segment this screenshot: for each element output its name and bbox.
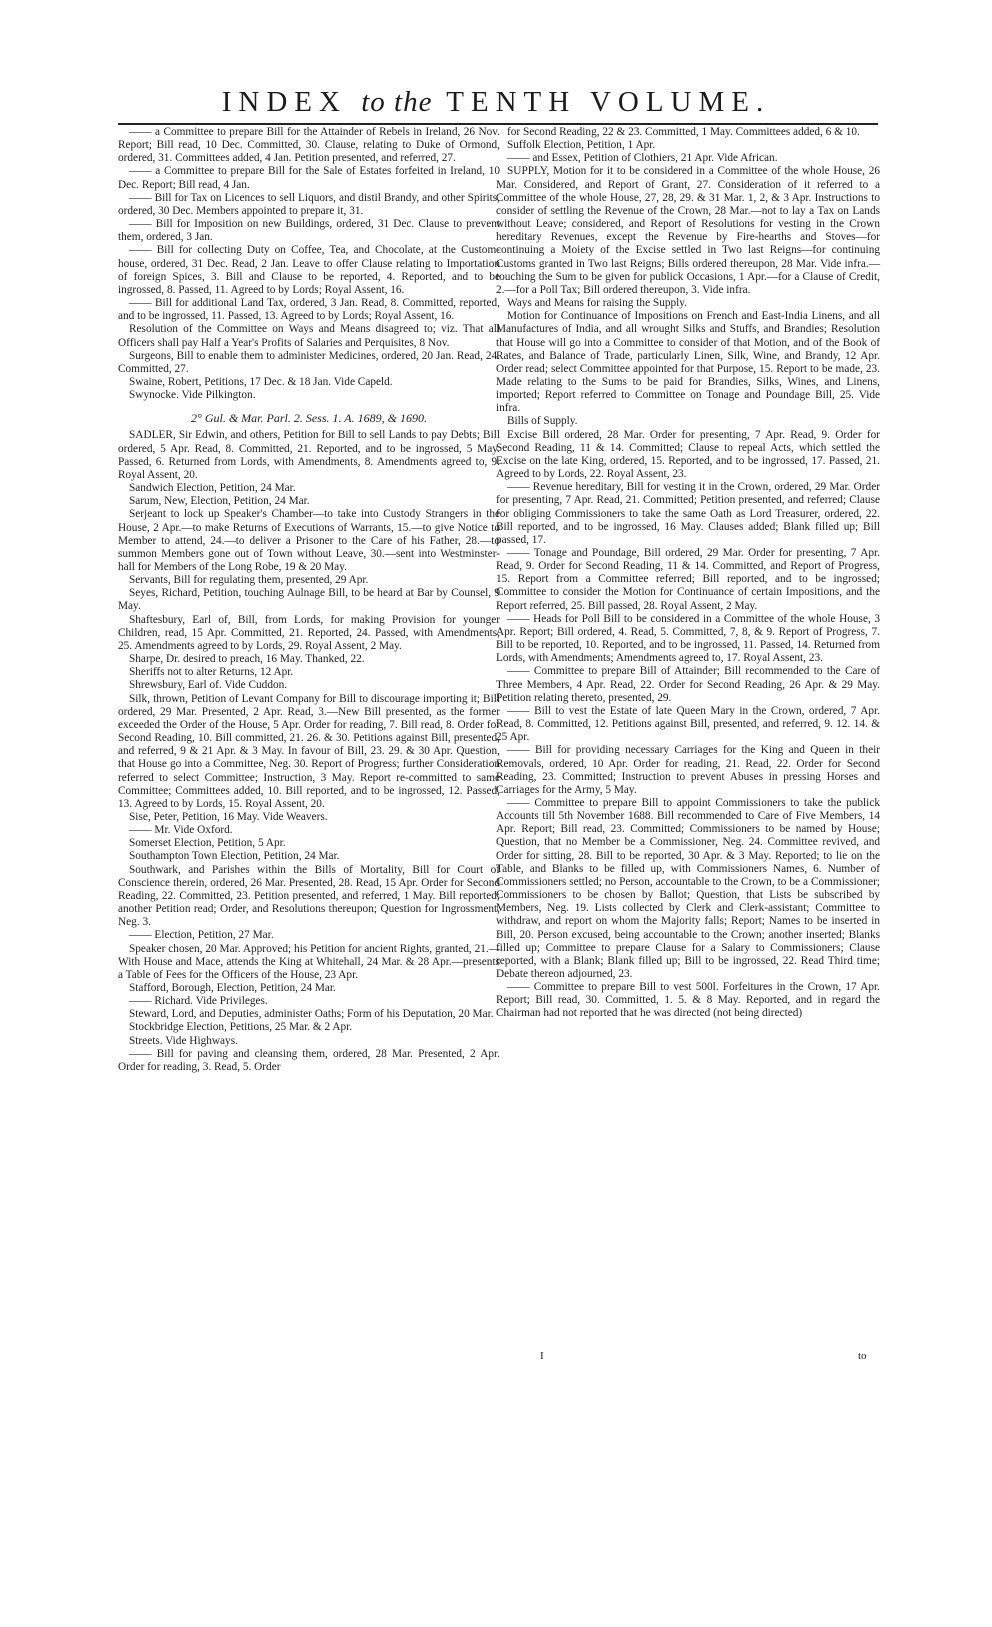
index-entry: Streets. Vide Highways. (129, 1034, 238, 1047)
title-index: INDEX (221, 86, 347, 118)
index-entry: Seyes, Richard, Petition, touching Aulnage Bill, to be heard at Bar by Counsel, 9 May. (118, 587, 500, 613)
index-entry: —— Bill for Tax on Licences to sell Liquors, and distil Brandy, and other Spirits, ordered, 30 Dec. Members appointed to prepare it, 31. (118, 191, 500, 217)
index-entry: Excise Bill ordered, 28 Mar. Order for presenting, 7 Apr. Read, 9. Order for Second Reading, 11 & 14. Committed; Clause to repeal Acts, which settled the Excise on the late King, ordered, 15. Reported, and to be ingrossed, 17. Passed, 21. Agreed to by Lords, 22. Royal Assent, 23. (496, 428, 880, 481)
index-entry: —— Tonage and Poundage, Bill ordered, 29 Mar. Order for presenting, 7 Apr. Read, 9. Order for Second Reading, 11 & 14. Committed, and Report of Progress, 15. Report from a Committee referred; Bill reported, and to be ingrossed; Committee to consider the Motion for Continuance of certain Impositions, and the Report referred, 25. Bill passed, 28. Royal Assent, 2 May. (496, 547, 880, 612)
index-entry: Ways and Means for raising the Supply. (507, 297, 688, 310)
index-entry: —— Mr. Vide Oxford. (129, 824, 233, 837)
index-entry: —— Committee to prepare Bill to appoint Commissioners to take the publick Accounts till 5th November 1688. Bill recommended to Care of Five Members, 14 Apr. Report; Bill read, 23. Committed; Commissioners to be named by House; Question, that no Member be a Commissioner, Neg. 24. Committee revived, and Order for sitting, 28. Bill to be reported, 30 Apr. & 3 May. Reported; to lie on the Table, and Blanks to be filled up, with Commissioners Names, 6. Number of Commissioners settled; no Person, accountable to the Crown, to be a Commissioner; Commissioners to be chosen by Ballot; Question, that Lists be subscribed by Members, Neg. 19. Lists collected by Clerk and Clerk-assistant; Committee to withdraw, and report on whom the Majority falls; Report; Names to be inserted in Bill, 20. Person excused, being accountable to the Crown; another inserted; Blanks filled up; Committee to prepare Clause for a Salary to Commissioners; Clause reported, with a Blank; Blank filled up; Bill to be ingrossed, 22. Read Third time; Debate thereon adjourned, 23. (496, 796, 880, 980)
index-entry: Swaine, Robert, Petitions, 17 Dec. & 18 Jan. Vide Capeld. (129, 375, 393, 388)
title-rule (118, 123, 878, 125)
index-entry: Bills of Supply. (507, 415, 578, 428)
index-entry: Stockbridge Election, Petitions, 25 Mar. & 2 Apr. (129, 1021, 353, 1034)
index-entry: —— a Committee to prepare Bill for the Sale of Estates forfeited in Ireland, 10 Dec. Report; Bill read, 4 Jan. (118, 165, 500, 191)
index-entry: —— Bill for paving and cleansing them, ordered, 28 Mar. Presented, 2 Apr. Order for reading, 3. Read, 5. Order (118, 1047, 500, 1073)
index-entry: Sandwich Election, Petition, 24 Mar. (129, 482, 296, 495)
index-entry: Shrewsbury, Earl of. Vide Cuddon. (129, 679, 288, 692)
index-entry: Silk, thrown, Petition of Levant Company for Bill to discourage importing it; Bill ordered, 29 Mar. Presented, 2 Apr. Read, 3.—New Bill presented, as the former exceeded the Order of the House, 5 Apr. Order for reading, 7. Bill read, 8. Order for Second Reading, 10. Bill committed, 21. 26. & 30. Petitions against Bill, presented, and referred, 9 & 21 Apr. & 3 May. In favour of Bill, 23. 29. & 30 Apr. Question, that House go into a Committee, Neg. 30. Report of Progress; further Consideration referred to select Committee; Instruction, 3 May. Report re-committed to same Committee; Committees added, 10. Bill reported, and to be ingrossed, 12. Passed, 13. Agreed to by Lords, 15. Royal Assent, 20. (118, 692, 500, 810)
index-entry: Stafford, Borough, Election, Petition, 24 Mar. (129, 982, 336, 994)
page-title (0, 86, 992, 119)
index-entry: —— Bill for collecting Duty on Coffee, Tea, and Chocolate, at the Custom-house, ordered, 31 Dec. Read, 2 Jan. Leave to offer Clause relating to Importation of foreign Spices, 3. Bill and Clause to be reported, 4. Reported, and to be ingrossed, 8. Passed, 11. Agreed to by Lords; Royal Assent, 16. (118, 244, 500, 296)
index-entry: —— Bill to vest the Estate of late Queen Mary in the Crown, ordered, 7 Apr. Read, 8. Committed, 12. Petitions against Bill, presented, and referred, 9. 12. 14. & 25 Apr. (496, 704, 880, 744)
index-entry: Serjeant to lock up Speaker's Chamber—to take into Custody Strangers in the House, 2 Apr.—to make Returns of Executions of Warrants, 15.—to give Notice to Member to attend, 24.—to deliver a Prisoner to the Care of his Father, 28.—to summon Members gone out of Town without Leave, 30.—sent into Westminster-hall for Members of the Long Robe, 19 & 20 May. (118, 508, 500, 573)
left-column (118, 126, 500, 1074)
index-entry: Speaker chosen, 20 Mar. Approved; his Petition for ancient Rights, granted, 21.—With House and Mace, attends the King at Whitehall, 24 Mar. & 28 Apr.—presents a Table of Fees for the Officers of the House, 23 Apr. (118, 942, 500, 981)
index-entry: Resolution of the Committee on Ways and Means disagreed to; viz. That all Officers shall pay Half a Year's Profits of Salaries and Perquisites, 8 Nov. (118, 323, 500, 349)
index-entry: —— Committee to prepare Bill to vest 500l. Forfeitures in the Crown, 17 Apr. Report; Bill read, 30. Committed, 1. 5. & 8 May. Reported, and in regard the Chairman had not reported that he was directed (not being directed) (496, 981, 880, 1020)
index-entry: —— Richard. Vide Privileges. (129, 995, 268, 1008)
index-entry: Surgeons, Bill to enable them to administer Medicines, ordered, 20 Jan. Read, 24. Committed, 27. (118, 349, 500, 375)
index-entry: Swynocke. Vide Pilkington. (129, 389, 256, 402)
index-entry: SUPPLY, Motion for it to be considered in a Committee of the whole House, 26 Mar. Considered, and Report of Grant, 27. Consideration of it referred to a Committee of the whole House, 27, 28, 29. & 31 Mar. 1, 2, & 3 Apr. Instructions to consider of settling the Revenue of the Crown, 28 Mar.—not to lay a Tax on Lands without Leave; considered, and Report of Resolutions for vesting in the Crown hereditary Revenues, except the Revenue by Fire-hearths and Stoves—for continuing a Moiety of the Excise settled in Two last Reigns—for continuing Customs granted in Two last Reigns; Bills ordered thereupon, 28 Mar. Vide infra.—touching the Sum to be given for publick Occasions, 1 Apr.—for a Clause of Credit, 2.—for a Poll Tax; Bill ordered thereupon, 3. Vide infra. (496, 165, 880, 296)
index-entry: —— and Essex, Petition of Clothiers, 21 Apr. Vide African. (507, 152, 778, 165)
index-entry: Suffolk Election, Petition, 1 Apr. (507, 139, 656, 152)
index-entry: —— Committee to prepare Bill of Attainder; Bill recommended to the Care of Three Members, 4 Apr. Read, 22. Order for Second Reading, 26 Apr. & 29 May. Petition relating thereto, presented, 29. (496, 665, 880, 704)
title-volume: TENTH VOLUME. (446, 86, 771, 118)
index-entry: SADLER, Sir Edwin, and others, Petition for Bill to sell Lands to pay Debts; Bill ordered, 5 Apr. Read, 8. Committed, 21. Reported, and to be ingrossed, 5 May. Passed, 6. Returned from Lords, with Amendments, 8. Amendments agreed to, 9. Royal Assent, 20. (118, 429, 500, 481)
index-entry: Servants, Bill for regulating them, presented, 29 Apr. (129, 574, 369, 587)
catchword: to (858, 1350, 867, 1362)
index-entry: —— a Committee to prepare Bill for the Attainder of Rebels in Ireland, 26 Nov. Report; Bill read, 10 Dec. Committed, 30. Clause, relating to Duke of Ormond, ordered, 31. Committees added, 4 Jan. Petition presented, and referred, 27. (118, 126, 500, 165)
index-entry: for Second Reading, 22 & 23. Committed, 1 May. Committees added, 6 & 10. (507, 126, 860, 138)
index-entry: —— Bill for Imposition on new Buildings, ordered, 31 Dec. Clause to prevent them, ordered, 3 Jan. (118, 218, 500, 244)
index-entry: —— Bill for providing necessary Carriages for the King and Queen in their Removals, ordered, 10 Apr. Order for reading, 21. Read, 22. Order for Second Reading, 23. Committed; Instruction to prevent Abuses in pressing Horses and Carriages for the Army, 5 May. (496, 744, 880, 796)
session-heading: 2° Gul. & Mar. Parl. 2. Sess. 1. A. 1689, & 1690. (191, 411, 427, 426)
index-entry: Sheriffs not to alter Returns, 12 Apr. (129, 666, 294, 679)
index-entry: Somerset Election, Petition, 5 Apr. (129, 837, 286, 850)
index-entry: Southampton Town Election, Petition, 24 Mar. (129, 850, 340, 863)
index-entry: —— Election, Petition, 27 Mar. (129, 929, 274, 942)
signature-mark: I (540, 1350, 544, 1362)
index-entry: —— Bill for additional Land Tax, ordered, 3 Jan. Read, 8. Committed, reported, and to be ingrossed, 11. Passed, 13. Agreed to by Lords; Royal Assent, 16. (118, 297, 500, 323)
index-entry: Steward, Lord, and Deputies, administer Oaths; Form of his Deputation, 20 Mar. (129, 1008, 494, 1021)
right-column (496, 126, 880, 1021)
title-to-the: to the (361, 86, 433, 118)
index-entry: Sise, Peter, Petition, 16 May. Vide Weavers. (129, 810, 328, 823)
index-entry: —— Revenue hereditary, Bill for vesting it in the Crown, ordered, 29 Mar. Order for presenting, 7 Apr. Read, 21. Committed; Petition presented, and referred; Clause for obliging Commissioners to take the same Oath as Lord Treasurer, ordered, 22. Bill reported, and to be ingrossed, 16 May. Clauses added; Blank filled up; Bill passed, 17. (496, 481, 880, 546)
index-entry: Southwark, and Parishes within the Bills of Mortality, Bill for Court of Conscience therein, ordered, 26 Mar. Presented, 28. Read, 15 Apr. Order for Second Reading, 22. Committed, 23. Petition presented, and referred, 1 May. Bill reported; another Petition read; Order, and Resolutions thereupon; Question for Ingrossment, Neg. 3. (118, 863, 500, 929)
index-entry: Shaftesbury, Earl of, Bill, from Lords, for making Provision for younger Children, read, 15 Apr. Committed, 21. Reported, 24. Passed, with Amendments, 25. Amendments agreed to by Lords, 29. Royal Assent, 2 May. (118, 613, 500, 652)
index-entry: Motion for Continuance of Impositions on French and East-India Linens, and all Manufactures of India, and all wrought Silks and Stuffs, and Brandies; Resolution that House will go into a Committee to consider of that Motion, and of the Book of Rates, and Balance of Trade, particularly Linen, Silk, Wine, and Brandy, 12 Apr. Order read; select Committee appointed for that Purpose, 15. Report to be made, 23. Made relating to the Sums to be paid for Brandies, Silks, Wines, and Linens, imported; Report referred to Committee on Tonage and Poundage Bill, 25. Vide infra. (496, 310, 880, 415)
index-entry: Sharpe, Dr. desired to preach, 16 May. Thanked, 22. (129, 653, 365, 666)
index-entry: Sarum, New, Election, Petition, 24 Mar. (129, 495, 310, 508)
index-entry: —— Heads for Poll Bill to be considered in a Committee of the whole House, 3 Apr. Report; Bill ordered, 4. Read, 5. Committed, 7, 8, & 9. Report of Progress, 7. Bill to be reported, 10. Reported, and to be ingrossed, 11. Passed, 14. Returned from Lords, with Amendments; Amendments agreed to, 17. Royal Assent, 23. (496, 612, 880, 665)
